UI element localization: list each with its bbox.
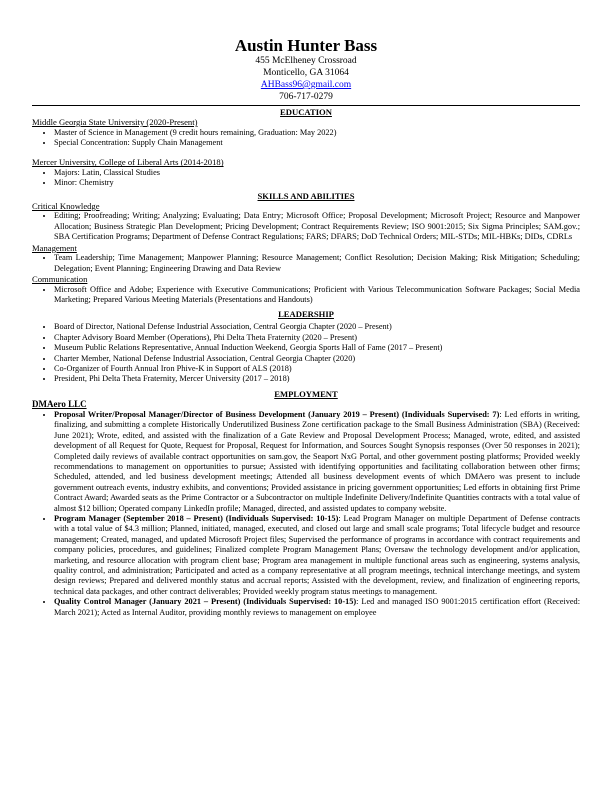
school-details [32,128,580,149]
email-link[interactable]: AHBass96@gmail.com [260,80,352,90]
job-description: : Led efforts in writing, finalizing, and submitting a complete Historically Underutilized Business Zone certification package to the Small Business Administration (SBA) (Received: June 2021); Wrote, edited, and assisted with the finalization of a Gate Review and Proposal Development Process; Managed, wrote, edited, and assisted development of all Request for Quote, Request for Proposal, Request for Information, and Sources Sought Synopsis responses (Over 50 responses in 2021); Completed daily reviews of available contract opportunities on sam.gov, the Seaport NxG Portal, and other government posting platforms; Provided weekly recommendations to management on opportunities to pursue; Assisted with identifying opportunities and facilitating collaboration between other firms; Scheduled, attended, and led business development meetings; Attended all business development events of which DMAero was present to include government outreach events, industry exhibits, and conventions; Provided assistance in pricing government opportunities; Led efforts in obtaining first Prime Contract Award; Awarded seats as the Prime Contractor or a Subcontractor on multiple Indefinite Delivery/Indefinite Quantities contracts with a total value of almost $12 billion; Operated company LinkedIn profile; Managed, directed, and assisted updates to company website. [54,409,580,513]
job-entry [54,597,580,618]
list-item: • Majors: Latin, Classical Studies [54,168,580,178]
school-name: Mercer University, College of Liberal Arts (2014-2018) [32,157,224,168]
candidate-name: Austin Hunter Bass [234,36,378,55]
school-details [32,168,580,189]
list-item: • President, Phi Delta Theta Fraternity, Mercer University (2017 – 2018) [54,374,580,384]
address-line: 455 McElheney Crossroad [255,56,357,66]
list-item: • Master of Science in Management (9 credit hours remaining, Graduation: May 2022) [54,128,580,138]
list-item: • Team Leadership; Time Management; Manpower Planning; Resource Management; Conflict Resolution; Decision Making; Risk Mitigation; Scheduling; Delegation; Event Planning; Engineering Drawing and Data Review [54,253,580,274]
education-heading: EDUCATION [280,107,332,117]
list-item: • Museum Public Relations Representative, Annual Induction Weekend, Georgia Sports Hall of Fame (2017 – Present) [54,343,580,353]
school-name: Middle Georgia State University (2020-Present) [32,117,198,127]
list-item: • Chapter Advisory Board Member (Operations), Phi Delta Theta Fraternity (2020 – Present) [54,333,580,343]
job-title: Quality Control Manager (January 2021 – Present) (Individuals Supervised: 10-15) [54,597,357,607]
city-line: Monticello, GA 31064 [263,68,349,78]
job-entry [54,410,580,514]
job-entry [54,514,580,597]
leadership-heading: LEADERSHIP [278,309,334,320]
company-name: DMAero LLC [32,398,87,409]
list-item: • Minor: Chemistry [54,178,580,188]
job-title: Proposal Writer/Proposal Manager/Director of Business Development (January 2019 – Present) (Individuals Supervised: 7) [54,409,500,419]
list-item: • Special Concentration: Supply Chain Management [54,138,580,148]
skill-group-title: Critical Knowledge [32,200,100,211]
list-item: • Board of Director, National Defense Industrial Association, Central Georgia Chapter (2020 – Present) [54,322,580,332]
skill-group-title: Management [32,242,77,253]
job-list [32,410,580,618]
list-item: • Co-Organizer of Fourth Annual Iron Phive-K in Support of ALS (2018) [54,364,580,374]
skill-group-list [32,211,580,242]
phone-line: 706-717-0279 [279,92,333,102]
list-item: • Charter Member, National Defense Industrial Association, Central Georgia Chapter (2020) [54,354,580,364]
spacer [32,305,580,308]
skill-group-list [32,253,580,274]
email-line [32,79,580,91]
job-description: : Lead Program Manager on multiple Department of Defense contracts with a total value of $4.3 million; Planned, initiated, managed, executed, and closed out large and small scale programs; Total lifecycle budget and resource management; Created, managed, and updated Microsoft Project files; Supervised the performance of programs in accordance with contract requirements and company policies, procedures, and guidelines; Finalized complete Program Management Plans; Oversaw the technology development and/or application, marketing, and resource allocation with program client base; Program area management in multiple functional areas such as engineering, systems analysis, quality control, and administration; Participated and acted as a company representative at all program meetings, technical interchange meetings, and system design reviews; Prepared and delivered monthly status and accrual reports; Assisted with the development, review, and finalization of engineering reports, technical data packages, and other contract deliverables; Provided weekly program status meetings to management. [54,513,580,596]
skill-group-title: Communication [32,274,88,285]
spacer [32,148,580,157]
employment-heading: EMPLOYMENT [274,388,338,399]
job-title: Program Manager (September 2018 – Present) (Individuals Supervised: 10-15) [54,513,339,523]
skill-group-list [32,285,580,306]
list-item: • Microsoft Office and Adobe; Experience with Executive Communications; Proficient with Various Telecommunication Software Packages; Social Media Marketing; Prepared Various Meeting Materials (Presentations and Handouts) [54,285,580,306]
spacer [32,385,580,388]
resume-page [32,36,580,618]
header-divider [32,105,580,106]
job-description: : Led and managed ISO 9001:2015 certification effort (Received: March 2021); Acted as Internal Auditor, providing monthly reviews to management on employee [54,597,580,617]
skills-heading: SKILLS AND ABILITIES [257,190,355,201]
list-item: • Editing; Proofreading; Writing; Analyzing; Evaluating; Data Entry; Microsoft Office; Proposal Development; Microsoft Project; Resource and Manpower Allocation; Business Strategic Plan Development; Pricing Development; Contract Requirements Review; ISO 9001:2015; Six Sigma Principles; SAM.gov.; SBA Certification Programs; Department of Defense Contract Regulations; FARS; DFARS; DoD Technical Orders; MIL-STDs; MIL-HBKs; DIDs, CDRLs [54,211,580,242]
leadership-list [32,322,580,384]
